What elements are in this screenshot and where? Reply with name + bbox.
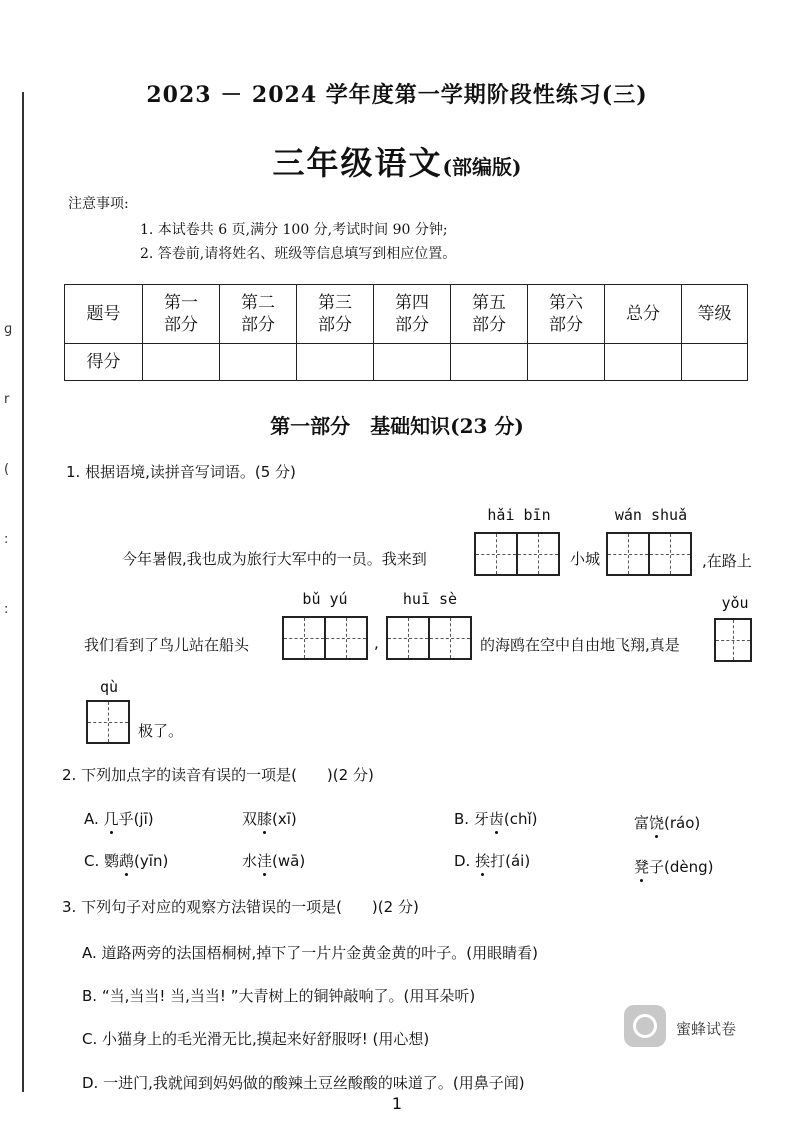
margin-mark: ( [4, 462, 10, 477]
q1-prompt: 1. 根据语境,读拼音写词语。(5 分) [66, 463, 296, 481]
watermark-logo-icon [624, 1005, 666, 1047]
answer-grid-huise[interactable] [386, 616, 472, 660]
subject-title-main: 三年级语文 [272, 144, 443, 182]
table-header-cell: 第一 部分 [143, 285, 220, 344]
note-item: 1. 本试卷共 6 页,满分 100 分,考试时间 90 分钟; [140, 222, 448, 238]
part1-heading: 第一部分 基础知识(23 分) [270, 414, 524, 438]
score-cell[interactable] [220, 344, 297, 381]
table-header-cell: 第三 部分 [297, 285, 374, 344]
score-cell[interactable] [528, 344, 605, 381]
margin-mark: : [4, 602, 9, 617]
q1-text-line1-b: 小城 [570, 550, 601, 568]
q3-option-a[interactable]: A. 道路两旁的法国梧桐树,掉下了一片片金黄金黄的叶子。(用眼睛看) [82, 944, 539, 962]
q1-text-line2-b: , [374, 634, 379, 652]
q3-option-c[interactable]: C. 小猫身上的毛光滑无比,摸起来好舒服呀! (用心想) [82, 1030, 430, 1048]
q2-option-a1[interactable]: A. 几乎(jī) [84, 810, 154, 828]
score-table [64, 284, 748, 381]
answer-grid-wanshua[interactable] [606, 532, 692, 576]
q2-option-b1[interactable]: B. 牙齿(chǐ) [454, 810, 538, 828]
pinyin-buyu: bǔ yú [302, 590, 348, 608]
pinyin-haibin: hǎi bīn [487, 506, 551, 524]
q1-text-line1-a: 今年暑假,我也成为旅行大军中的一员。我来到 [122, 550, 427, 568]
score-cell[interactable] [297, 344, 374, 381]
pinyin-you: yǒu [721, 594, 749, 612]
table-header-cell: 第五 部分 [451, 285, 528, 344]
exam-title: 2023 － 2024 学年度第一学期阶段性练习(三) [146, 82, 648, 108]
score-cell[interactable] [374, 344, 451, 381]
table-header-cell: 总分 [605, 285, 682, 344]
table-header-cell: 题号 [65, 285, 143, 344]
page-number: 1 [391, 1094, 403, 1113]
q3-option-d[interactable]: D. 一进门,我就闻到妈妈做的酸辣土豆丝酸酸的味道了。(用鼻子闻) [82, 1074, 525, 1092]
pinyin-qu: qù [99, 678, 119, 696]
table-header-cell: 第二 部分 [220, 285, 297, 344]
pinyin-wanshua: wán shuǎ [614, 506, 688, 524]
pinyin-huise: huī sè [402, 590, 458, 608]
margin-mark: ɡ [4, 322, 13, 337]
score-cell[interactable] [605, 344, 682, 381]
subject-title-edition: (部编版) [442, 155, 522, 179]
q2-option-a2: 双膝(xī) [242, 810, 297, 828]
score-label-cell: 得分 [65, 344, 143, 381]
answer-grid-you[interactable] [714, 618, 752, 662]
answer-grid-buyu[interactable] [282, 616, 368, 660]
watermark-label: 蜜蜂试卷 [676, 1020, 737, 1038]
score-cell[interactable] [143, 344, 220, 381]
table-header-cell: 第四 部分 [374, 285, 451, 344]
q3-option-b[interactable]: B. “当,当当! 当,当当! ”大青树上的铜钟敲响了。(用耳朵听) [82, 987, 476, 1005]
answer-grid-haibin[interactable] [474, 532, 560, 576]
margin-mark: : [4, 532, 9, 547]
score-cell[interactable] [682, 344, 748, 381]
subject-title [0, 138, 794, 184]
q2-prompt: 2. 下列加点字的读音有误的一项是( )(2 分) [62, 766, 374, 784]
table-header-cell: 第六 部分 [528, 285, 605, 344]
q2-option-c2: 水洼(wā) [242, 852, 306, 870]
q1-text-line1-c: ,在路上 [702, 552, 752, 570]
q2-option-d2: 凳子(dèng) [634, 858, 714, 876]
answer-grid-qu[interactable] [86, 700, 130, 744]
q3-prompt: 3. 下列句子对应的观察方法错误的一项是( )(2 分) [62, 898, 419, 916]
note-item: 2. 答卷前,请将姓名、班级等信息填写到相应位置。 [140, 246, 457, 262]
q1-text-line2-c: 的海鸥在空中自由地飞翔,真是 [480, 636, 680, 654]
table-header-cell: 等级 [682, 285, 748, 344]
q2-option-b2: 富饶(ráo) [634, 814, 701, 832]
q2-option-d1[interactable]: D. 挨打(ái) [454, 852, 531, 870]
q1-text-line2-a: 我们看到了鸟儿站在船头 [84, 636, 250, 654]
notes-heading: 注意事项: [68, 196, 129, 212]
q1-text-line3: 极了。 [138, 722, 184, 740]
binding-margin-line [22, 92, 24, 1092]
q2-option-c1[interactable]: C. 鹦鹉(yīn) [84, 852, 169, 870]
score-cell[interactable] [451, 344, 528, 381]
margin-mark: r [4, 392, 10, 407]
